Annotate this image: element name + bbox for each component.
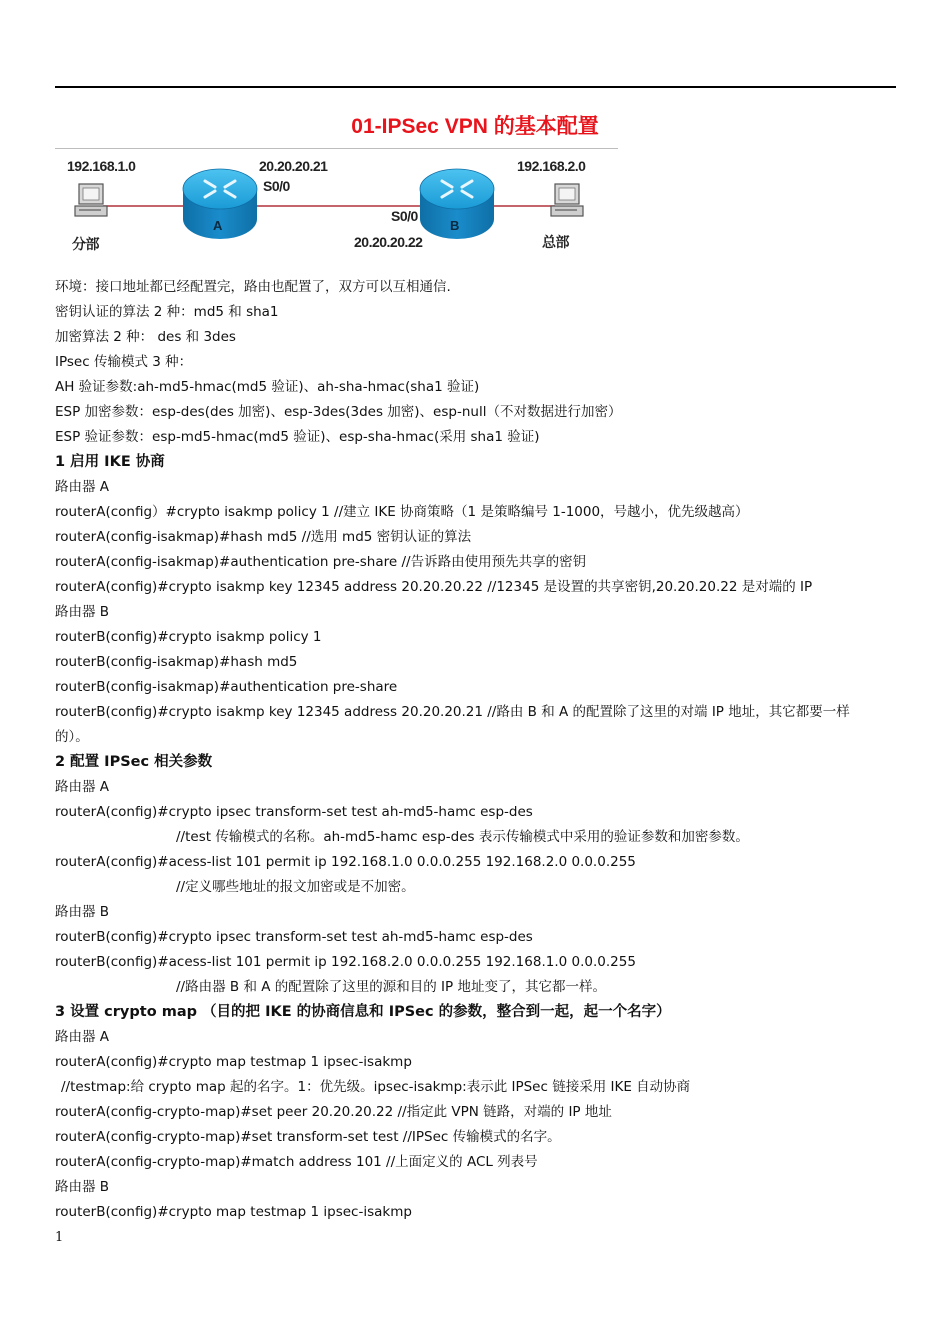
text-line: 环境：接口地址都已经配置完，路由也配置了，双方可以互相通信.: [55, 279, 451, 295]
comment-line: //路由器 B 和 A 的配置除了这里的源和目的 IP 地址变了，其它都一样。: [176, 979, 606, 995]
router-label: 路由器 A: [55, 479, 110, 495]
network-topology-diagram: [55, 148, 618, 264]
config-line: routerB(config-isakmap)#authentication pre-share: [55, 679, 398, 695]
text-line: AH 验证参数:ah-md5-hmac(md5 验证)、ah-sha-hmac(sha1 验证): [55, 379, 480, 395]
router-label: 路由器 A: [55, 779, 110, 795]
config-line: routerA(config-isakmap)#authentication pre-share //告诉路由使用预先共享的密钥: [55, 554, 587, 570]
router-a-icon: [183, 169, 257, 239]
section-heading-2: 2 配置 IPSec 相关参数: [55, 754, 213, 770]
config-line: routerA(config-crypto-map)#match address 101 //上面定义的 ACL 列表号: [55, 1154, 538, 1170]
page-number: 1: [55, 1230, 64, 1245]
router-label: 路由器 B: [55, 604, 110, 620]
right-network-label: 192.168.2.0: [517, 158, 586, 174]
config-line: routerA(config-crypto-map)#set transform-set test //IPSec 传输模式的名字。: [55, 1129, 561, 1145]
config-line: routerB(config)#crypto map testmap 1 ipsec-isakmp: [55, 1204, 412, 1220]
config-line: routerB(config)#acess-list 101 permit ip 192.168.2.0 0.0.0.255 192.168.1.0 0.0.0.255: [55, 954, 636, 970]
comment-line: //testmap:给 crypto map 起的名字。1：优先级。ipsec-isakmp:表示此 IPSec 链接采用 IKE 自动协商: [61, 1079, 691, 1095]
config-line-continuation: 的）。: [55, 729, 89, 745]
section-heading-3: 3 设置 crypto map （目的把 IKE 的协商信息和 IPSec 的参数，整合到一起，起一个名字）: [55, 1004, 671, 1020]
svg-text:B: B: [450, 218, 460, 233]
comment-line: //test 传输模式的名称。ah-md5-hamc esp-des 表示传输模式中采用的验证参数和加密参数。: [176, 829, 749, 845]
config-line: routerA(config)#crypto ipsec transform-set test ah-md5-hamc esp-des: [55, 804, 533, 820]
computer-icon-left: [75, 184, 107, 216]
router-a-interface-label: S0/0: [263, 178, 290, 194]
text-line: 加密算法 2 种： des 和 3des: [55, 329, 236, 345]
config-line: routerA(config)#crypto isakmp key 12345 address 20.20.20.22 //12345 是设置的共享密钥,20.20.20.22 是对端的 IP: [55, 579, 813, 595]
document-body: [55, 275, 905, 1225]
config-line: routerA(config-isakmap)#hash md5 //选用 md5 密钥认证的算法: [55, 529, 472, 545]
config-line: routerA(config)#crypto map testmap 1 ipsec-isakmp: [55, 1054, 412, 1070]
router-label: 路由器 B: [55, 1179, 110, 1195]
config-line: routerB(config-isakmap)#hash md5: [55, 654, 298, 670]
section-heading-1: 1 启用 IKE 协商: [55, 454, 165, 470]
text-line: IPsec 传输模式 3 种：: [55, 354, 193, 370]
config-line: routerA(config-crypto-map)#set peer 20.20.20.22 //指定此 VPN 链路，对端的 IP 地址: [55, 1104, 612, 1120]
header-rule: [55, 86, 896, 88]
left-site-label: 分部: [72, 237, 99, 253]
document-title-text: 01-IPSec VPN 的基本配置: [351, 115, 599, 138]
config-line: routerA(config）#crypto isakmp policy 1 //建立 IKE 协商策略（1 是策略编号 1-1000，号越小，优先级越高）: [55, 504, 749, 520]
comment-line: //定义哪些地址的报文加密或是不加密。: [176, 879, 415, 895]
router-b-interface-label: S0/0: [391, 208, 418, 224]
router-label: 路由器 A: [55, 1029, 110, 1045]
router-label: 路由器 B: [55, 904, 110, 920]
text-line: ESP 验证参数：esp-md5-hmac(md5 验证)、esp-sha-hmac(采用 sha1 验证): [55, 429, 540, 445]
text-line: ESP 加密参数：esp-des(des 加密)、esp-3des(3des 加密)、esp-null（不对数据进行加密）: [55, 404, 622, 420]
svg-text:A: A: [213, 218, 223, 233]
right-site-label: 总部: [542, 235, 569, 251]
left-network-label: 192.168.1.0: [67, 158, 136, 174]
config-line: routerB(config)#crypto isakmp key 12345 address 20.20.20.21 //路由 B 和 A 的配置除了这里的对端 IP 地址，其它都要一样: [55, 704, 850, 720]
computer-icon-right: [551, 184, 583, 216]
config-line: routerB(config)#crypto ipsec transform-set test ah-md5-hamc esp-des: [55, 929, 533, 945]
text-line: 密钥认证的算法 2 种：md5 和 sha1: [55, 304, 279, 320]
config-line: routerA(config)#acess-list 101 permit ip 192.168.1.0 0.0.0.255 192.168.2.0 0.0.0.255: [55, 854, 636, 870]
document-title: [0, 110, 950, 140]
router-a-ip-label: 20.20.20.21: [259, 158, 328, 174]
router-b-ip-label: 20.20.20.22: [354, 234, 423, 250]
config-line: routerB(config)#crypto isakmp policy 1: [55, 629, 322, 645]
router-b-icon: [420, 169, 494, 239]
